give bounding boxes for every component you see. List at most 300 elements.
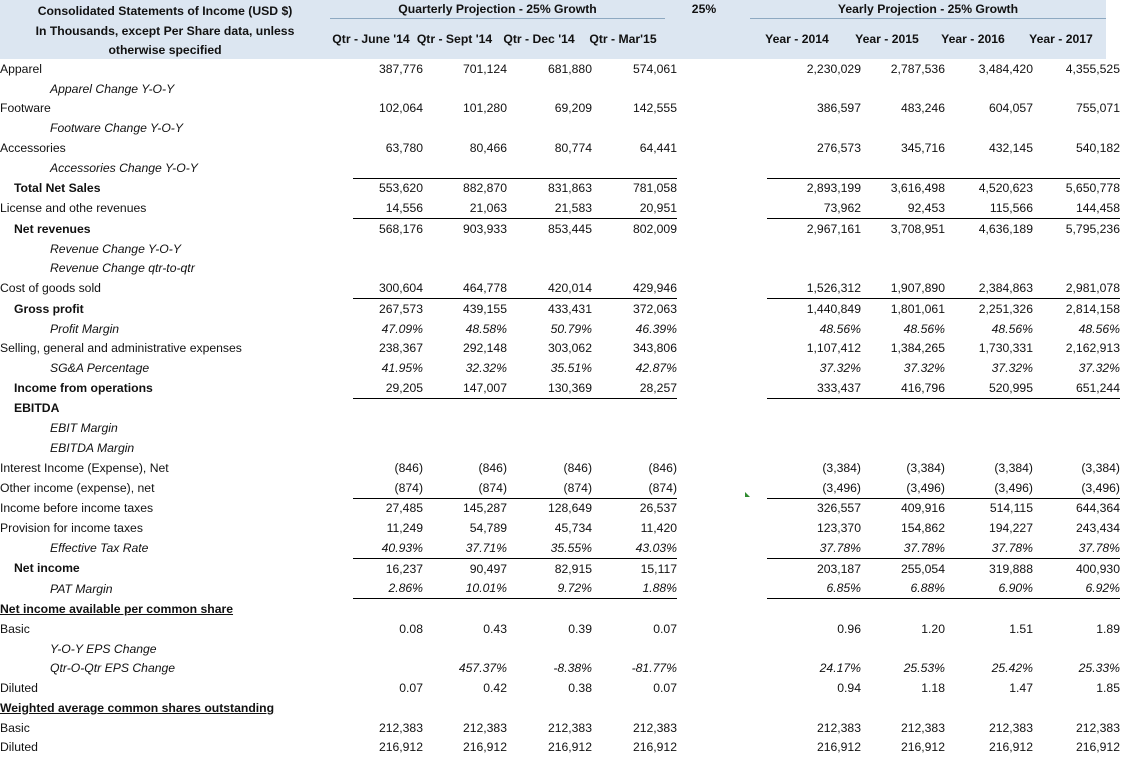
year-value-cell[interactable]: 24.17% [819,661,861,676]
quarter-value-cell[interactable]: 43.03% [635,540,677,555]
quarter-value-cell[interactable]: 46.39% [635,321,677,336]
quarter-value-cell[interactable]: 11,249 [386,521,423,536]
year-value-cell[interactable]: 48.56% [903,321,945,336]
year-value-cell[interactable] [1033,639,1120,659]
quarter-value-cell[interactable] [423,79,507,99]
year-value-cell[interactable]: 1.47 [1009,681,1033,696]
row-label[interactable]: Total Net Sales [14,181,101,196]
year-value-cell[interactable] [945,438,1033,458]
quarter-value-cell[interactable] [423,239,507,259]
row-label[interactable]: Income before income taxes [0,501,154,516]
quarter-value-cell[interactable]: 216,912 [462,740,507,755]
row-label[interactable]: Weighted average common shares outstanding [0,700,275,715]
row-label[interactable]: Other income (expense), net [0,480,155,495]
year-value-cell[interactable] [861,79,945,99]
year-value-cell[interactable] [861,118,945,138]
year-value-cell[interactable]: 37.32% [819,361,861,376]
year-value-cell[interactable] [945,398,1033,418]
row-label[interactable]: SG&A Percentage [50,361,150,376]
row-label[interactable]: EBITDA [14,401,60,416]
year-value-cell[interactable]: 73,962 [767,198,861,218]
year-value-cell[interactable] [1033,259,1120,279]
year-value-cell[interactable] [945,698,1033,718]
quarter-value-cell[interactable]: 701,124 [462,61,507,76]
quarter-value-cell[interactable]: 11,420 [640,521,677,536]
quarter-value-cell[interactable] [423,398,507,418]
quarter-value-cell[interactable]: 42.87% [635,361,677,376]
year-value-cell[interactable] [1033,599,1120,619]
quarter-value-cell[interactable] [353,599,423,619]
quarter-value-cell[interactable]: 300,604 [378,281,423,296]
quarter-value-cell[interactable]: -8.38% [553,661,592,676]
year-value-cell[interactable] [945,239,1033,259]
quarter-value-cell[interactable] [507,599,592,619]
year-value-cell[interactable]: 1.51 [1009,621,1033,636]
year-value-cell[interactable]: 2,981,078 [1065,281,1120,296]
quarter-value-cell[interactable] [507,419,592,439]
year-value-cell[interactable]: 25.53% [903,661,945,676]
year-value-cell[interactable]: 4,520,623 [945,178,1033,198]
quarter-value-cell[interactable]: (846) [394,460,423,475]
quarter-value-cell[interactable]: 145,287 [423,498,507,518]
quarter-value-cell[interactable]: 212,383 [378,720,423,735]
quarter-value-cell[interactable]: 387,776 [378,61,423,76]
year-value-cell[interactable]: 243,434 [1075,521,1120,536]
quarter-value-cell[interactable]: 16,237 [353,558,423,578]
year-value-cell[interactable]: 3,708,951 [890,221,945,236]
quarter-value-cell[interactable]: 882,870 [423,178,507,198]
quarter-value-cell[interactable] [423,698,507,718]
year-value-cell[interactable] [861,419,945,439]
quarter-value-cell[interactable]: 238,367 [378,341,423,356]
year-value-cell[interactable] [1033,79,1120,99]
quarter-value-cell[interactable]: 0.39 [568,621,592,636]
row-label[interactable]: EBITDA Margin [50,441,135,456]
quarter-value-cell[interactable]: 0.42 [483,681,507,696]
quarter-value-cell[interactable]: 802,009 [632,221,677,236]
year-value-cell[interactable]: (3,496) [822,480,861,495]
year-value-cell[interactable] [1033,239,1120,259]
growth-rate-input[interactable]: 25% [691,2,717,16]
row-label[interactable]: Revenue Change Y-O-Y [50,241,181,256]
quarter-value-cell[interactable] [353,639,423,659]
year-value-cell[interactable] [1033,398,1120,418]
quarter-value-cell[interactable] [353,698,423,718]
quarter-value-cell[interactable]: 9.72% [507,579,592,599]
year-value-cell[interactable] [861,259,945,279]
year-value-cell[interactable]: 514,115 [945,498,1033,518]
quarter-value-cell[interactable]: 831,863 [507,178,592,198]
year-value-cell[interactable]: 483,246 [900,101,945,116]
year-value-cell[interactable]: (3,384) [1081,460,1120,475]
year-value-cell[interactable]: 644,364 [1033,498,1120,518]
year-value-cell[interactable]: 48.56% [819,321,861,336]
quarter-value-cell[interactable]: 101,280 [462,101,507,116]
year-value-cell[interactable]: 6.88% [861,579,945,599]
quarter-value-cell[interactable]: 37.71% [465,540,507,555]
quarter-value-cell[interactable] [423,259,507,279]
year-value-cell[interactable]: 212,383 [816,720,861,735]
quarter-value-cell[interactable] [353,659,423,679]
row-label[interactable]: Basic [0,621,30,636]
year-value-cell[interactable] [767,79,861,99]
year-value-cell[interactable]: 37.32% [991,361,1033,376]
quarter-value-cell[interactable]: 0.07 [653,621,677,636]
quarter-value-cell[interactable]: 303,062 [547,341,592,356]
row-label[interactable]: Net revenues [14,221,91,236]
quarter-value-cell[interactable]: 64,441 [639,140,677,155]
year-value-cell[interactable] [861,438,945,458]
quarter-value-cell[interactable] [592,79,677,99]
year-value-cell[interactable]: (3,384) [822,460,861,475]
row-label[interactable]: Qtr-O-Qtr EPS Change [50,661,176,676]
year-value-cell[interactable]: 416,796 [861,378,945,398]
row-label[interactable]: Income from operations [14,381,153,396]
year-value-cell[interactable] [1033,118,1120,138]
year-value-cell[interactable]: (3,496) [906,480,945,495]
quarter-value-cell[interactable] [592,239,677,259]
quarter-value-cell[interactable]: 27,485 [353,498,423,518]
year-value-cell[interactable] [767,639,861,659]
quarter-value-cell[interactable]: 292,148 [462,341,507,356]
year-value-cell[interactable]: 604,057 [988,101,1033,116]
year-value-cell[interactable]: 1,801,061 [861,299,945,319]
year-value-cell[interactable]: 5,650,778 [1033,178,1120,198]
year-value-cell[interactable]: 255,054 [861,558,945,578]
quarter-value-cell[interactable] [507,118,592,138]
quarter-value-cell[interactable] [423,438,507,458]
quarter-value-cell[interactable] [507,239,592,259]
year-value-cell[interactable]: (3,496) [994,480,1033,495]
year-value-cell[interactable]: 0.96 [837,621,861,636]
year-value-cell[interactable]: 25.42% [991,661,1033,676]
year-value-cell[interactable]: 48.56% [1078,321,1120,336]
quarter-value-cell[interactable] [592,438,677,458]
quarter-value-cell[interactable]: 26,537 [592,498,677,518]
year-value-cell[interactable] [861,398,945,418]
year-value-cell[interactable] [945,639,1033,659]
year-value-cell[interactable]: 1,907,890 [890,281,945,296]
year-value-cell[interactable]: 216,912 [988,740,1033,755]
row-label[interactable]: Y-O-Y EPS Change [50,641,157,656]
year-value-cell[interactable] [767,438,861,458]
year-value-cell[interactable] [861,698,945,718]
year-value-cell[interactable]: 216,912 [900,740,945,755]
year-value-cell[interactable]: 216,912 [1075,740,1120,755]
year-value-cell[interactable]: 1.20 [921,621,945,636]
quarter-value-cell[interactable] [592,698,677,718]
quarter-value-cell[interactable]: 54,789 [469,521,507,536]
quarter-value-cell[interactable] [423,118,507,138]
quarter-value-cell[interactable] [507,639,592,659]
year-value-cell[interactable]: (3,384) [994,460,1033,475]
year-value-cell[interactable]: 37.32% [1078,361,1120,376]
year-value-cell[interactable]: 5,795,236 [1065,221,1120,236]
quarter-value-cell[interactable]: 45,734 [554,521,592,536]
row-label[interactable]: License and othe revenues [0,201,147,216]
quarter-value-cell[interactable]: 216,912 [378,740,423,755]
year-value-cell[interactable]: 2,787,536 [890,61,945,76]
year-value-cell[interactable]: 409,916 [861,498,945,518]
quarter-value-cell[interactable]: -81.77% [631,661,677,676]
year-value-cell[interactable]: 1.89 [1096,621,1120,636]
quarter-value-cell[interactable]: 212,383 [462,720,507,735]
year-value-cell[interactable]: 2,893,199 [767,178,861,198]
year-value-cell[interactable]: 2,162,913 [1065,341,1120,356]
year-value-cell[interactable]: 540,182 [1075,140,1120,155]
quarter-value-cell[interactable]: 21,583 [507,198,592,218]
quarter-value-cell[interactable] [423,158,507,178]
year-value-cell[interactable]: 212,383 [988,720,1033,735]
year-value-cell[interactable] [767,158,861,178]
quarter-value-cell[interactable]: 0.43 [483,621,507,636]
quarter-value-cell[interactable] [353,79,423,99]
quarter-value-cell[interactable]: 80,466 [469,140,507,155]
year-value-cell[interactable]: 1,440,849 [767,299,861,319]
year-value-cell[interactable]: (3,384) [906,460,945,475]
year-value-cell[interactable]: 1,384,265 [890,341,945,356]
quarter-value-cell[interactable]: 574,061 [632,61,677,76]
quarter-value-cell[interactable] [592,398,677,418]
year-value-cell[interactable] [861,599,945,619]
quarter-value-cell[interactable] [592,118,677,138]
year-value-cell[interactable] [861,639,945,659]
year-value-cell[interactable]: 345,716 [900,140,945,155]
year-value-cell[interactable] [767,419,861,439]
quarter-value-cell[interactable]: 147,007 [423,378,507,398]
year-value-cell[interactable]: 276,573 [816,140,861,155]
quarter-value-cell[interactable] [353,438,423,458]
quarter-value-cell[interactable]: (846) [478,460,507,475]
row-label[interactable]: Basic [0,720,30,735]
year-value-cell[interactable] [861,158,945,178]
year-value-cell[interactable]: 520,995 [945,378,1033,398]
year-value-cell[interactable]: 326,557 [767,498,861,518]
row-label[interactable]: Footware [0,101,51,116]
quarter-value-cell[interactable] [592,639,677,659]
year-value-cell[interactable]: 4,636,189 [978,221,1033,236]
year-value-cell[interactable] [861,239,945,259]
quarter-value-cell[interactable]: 29,205 [353,378,423,398]
year-value-cell[interactable]: 755,071 [1075,101,1120,116]
year-value-cell[interactable]: 1,730,331 [978,341,1033,356]
quarter-value-cell[interactable]: 15,117 [592,558,677,578]
quarter-value-cell[interactable] [592,158,677,178]
year-value-cell[interactable]: 0.94 [837,681,861,696]
year-value-cell[interactable]: 400,930 [1033,558,1120,578]
year-value-cell[interactable] [767,259,861,279]
row-label[interactable]: Footware Change Y-O-Y [50,121,183,136]
year-value-cell[interactable]: 319,888 [945,558,1033,578]
year-value-cell[interactable]: 3,616,498 [861,178,945,198]
quarter-value-cell[interactable]: 35.51% [550,361,592,376]
quarter-value-cell[interactable]: (874) [563,480,592,495]
year-value-cell[interactable]: 1,107,412 [806,341,861,356]
row-label[interactable]: Diluted [0,740,38,755]
year-value-cell[interactable]: (3,496) [1081,480,1120,495]
quarter-value-cell[interactable]: (846) [563,460,592,475]
quarter-value-cell[interactable]: 128,649 [507,498,592,518]
year-value-cell[interactable]: 92,453 [861,198,945,218]
quarter-value-cell[interactable]: 267,573 [353,299,423,319]
year-value-cell[interactable]: 123,370 [816,521,861,536]
quarter-value-cell[interactable]: 1.88% [592,579,677,599]
year-value-cell[interactable]: 37.78% [819,540,861,555]
year-value-cell[interactable]: 651,244 [1033,378,1120,398]
quarter-value-cell[interactable]: 32.32% [465,361,507,376]
quarter-value-cell[interactable]: 568,176 [378,221,423,236]
quarter-value-cell[interactable] [592,599,677,619]
quarter-value-cell[interactable] [507,438,592,458]
quarter-value-cell[interactable]: 457.37% [458,661,507,676]
quarter-value-cell[interactable]: 439,155 [423,299,507,319]
quarter-value-cell[interactable]: 0.07 [399,681,423,696]
year-value-cell[interactable]: 333,437 [767,378,861,398]
row-label[interactable]: Diluted [0,681,38,696]
quarter-value-cell[interactable]: 10.01% [423,579,507,599]
quarter-value-cell[interactable]: (874) [478,480,507,495]
quarter-value-cell[interactable]: 372,063 [592,299,677,319]
quarter-value-cell[interactable] [507,158,592,178]
quarter-value-cell[interactable]: 47.09% [381,321,423,336]
year-value-cell[interactable]: 2,251,326 [945,299,1033,319]
row-label[interactable]: Gross profit [14,301,84,316]
row-label[interactable]: Net income available per common share [0,601,234,616]
year-value-cell[interactable]: 212,383 [1075,720,1120,735]
quarter-value-cell[interactable]: 212,383 [547,720,592,735]
year-value-cell[interactable] [945,599,1033,619]
year-value-cell[interactable]: 37.78% [1078,540,1120,555]
quarter-value-cell[interactable]: 90,497 [423,558,507,578]
quarter-value-cell[interactable]: 80,774 [554,140,592,155]
year-value-cell[interactable] [767,239,861,259]
quarter-value-cell[interactable]: 41.95% [381,361,423,376]
row-label[interactable]: Apparel Change Y-O-Y [50,81,175,96]
quarter-value-cell[interactable]: 2.86% [353,579,423,599]
quarter-value-cell[interactable]: 40.93% [381,540,423,555]
year-value-cell[interactable]: 3,484,420 [978,61,1033,76]
year-value-cell[interactable]: 6.85% [767,579,861,599]
quarter-value-cell[interactable]: 343,806 [632,341,677,356]
quarter-value-cell[interactable]: 216,912 [632,740,677,755]
year-value-cell[interactable]: 37.78% [903,540,945,555]
quarter-value-cell[interactable] [423,599,507,619]
quarter-value-cell[interactable]: 0.08 [399,621,423,636]
year-value-cell[interactable]: 1.18 [921,681,945,696]
quarter-value-cell[interactable]: 28,257 [592,378,677,398]
year-value-cell[interactable]: 1,526,312 [806,281,861,296]
year-value-cell[interactable]: 203,187 [767,558,861,578]
year-value-cell[interactable]: 25.33% [1078,661,1120,676]
quarter-value-cell[interactable]: 212,383 [632,720,677,735]
quarter-value-cell[interactable]: 420,014 [547,281,592,296]
year-value-cell[interactable] [945,79,1033,99]
quarter-value-cell[interactable]: (874) [394,480,423,495]
year-value-cell[interactable]: 2,814,158 [1033,299,1120,319]
row-label[interactable]: PAT Margin [50,581,113,596]
year-value-cell[interactable] [945,118,1033,138]
year-value-cell[interactable] [1033,438,1120,458]
row-label[interactable]: Selling, general and administrative expenses [0,341,242,356]
year-value-cell[interactable]: 432,145 [988,140,1033,155]
quarter-value-cell[interactable]: 50.79% [550,321,592,336]
quarter-value-cell[interactable]: 681,880 [547,61,592,76]
year-value-cell[interactable] [1033,698,1120,718]
row-label[interactable]: Net income [14,561,80,576]
row-label[interactable]: Apparel [0,61,43,76]
quarter-value-cell[interactable]: 21,063 [423,198,507,218]
row-label[interactable]: Cost of goods sold [0,281,101,296]
quarter-value-cell[interactable] [507,259,592,279]
year-value-cell[interactable]: 6.90% [945,579,1033,599]
year-value-cell[interactable]: 115,566 [945,198,1033,218]
quarter-value-cell[interactable]: 781,058 [592,178,677,198]
quarter-value-cell[interactable] [353,239,423,259]
year-value-cell[interactable]: 216,912 [816,740,861,755]
year-value-cell[interactable]: 194,227 [988,521,1033,536]
quarter-value-cell[interactable] [592,259,677,279]
row-label[interactable]: EBIT Margin [50,421,118,436]
quarter-value-cell[interactable]: (846) [648,460,677,475]
year-value-cell[interactable] [767,698,861,718]
year-value-cell[interactable]: 154,862 [900,521,945,536]
year-value-cell[interactable]: 37.32% [903,361,945,376]
year-value-cell[interactable] [1033,158,1120,178]
quarter-value-cell[interactable] [423,419,507,439]
year-value-cell[interactable]: 144,458 [1033,198,1120,218]
year-value-cell[interactable]: 48.56% [991,321,1033,336]
quarter-value-cell[interactable]: 0.38 [568,681,592,696]
quarter-value-cell[interactable]: 48.58% [465,321,507,336]
quarter-value-cell[interactable]: 853,445 [547,221,592,236]
quarter-value-cell[interactable] [353,118,423,138]
quarter-value-cell[interactable]: 903,933 [462,221,507,236]
quarter-value-cell[interactable] [507,698,592,718]
quarter-value-cell[interactable]: 429,946 [632,281,677,296]
quarter-value-cell[interactable] [507,398,592,418]
row-label[interactable]: Profit Margin [50,321,120,336]
row-label[interactable]: Revenue Change qtr-to-qtr [50,261,195,276]
row-label[interactable]: Accessories [0,140,66,155]
quarter-value-cell[interactable] [423,639,507,659]
year-value-cell[interactable]: 2,384,863 [978,281,1033,296]
quarter-value-cell[interactable]: 102,064 [378,101,423,116]
year-value-cell[interactable]: 4,355,525 [1065,61,1120,76]
quarter-value-cell[interactable]: 216,912 [547,740,592,755]
quarter-value-cell[interactable]: 20,951 [592,198,677,218]
quarter-value-cell[interactable] [592,419,677,439]
quarter-value-cell[interactable]: 433,431 [507,299,592,319]
quarter-value-cell[interactable]: 142,555 [632,101,677,116]
quarter-value-cell[interactable] [353,259,423,279]
quarter-value-cell[interactable]: 553,620 [353,178,423,198]
row-label[interactable]: Provision for income taxes [0,521,143,536]
quarter-value-cell[interactable]: 0.07 [653,681,677,696]
quarter-value-cell[interactable] [353,419,423,439]
year-value-cell[interactable]: 212,383 [900,720,945,735]
row-label[interactable]: Accessories Change Y-O-Y [50,160,198,175]
year-value-cell[interactable] [767,398,861,418]
row-label[interactable]: Effective Tax Rate [50,541,149,556]
quarter-value-cell[interactable]: 63,780 [385,140,423,155]
year-value-cell[interactable]: 2,967,161 [806,221,861,236]
quarter-value-cell[interactable]: 82,915 [507,558,592,578]
quarter-value-cell[interactable]: 35.55% [550,540,592,555]
quarter-value-cell[interactable] [353,398,423,418]
year-value-cell[interactable] [767,599,861,619]
year-value-cell[interactable] [945,158,1033,178]
year-value-cell[interactable] [945,419,1033,439]
